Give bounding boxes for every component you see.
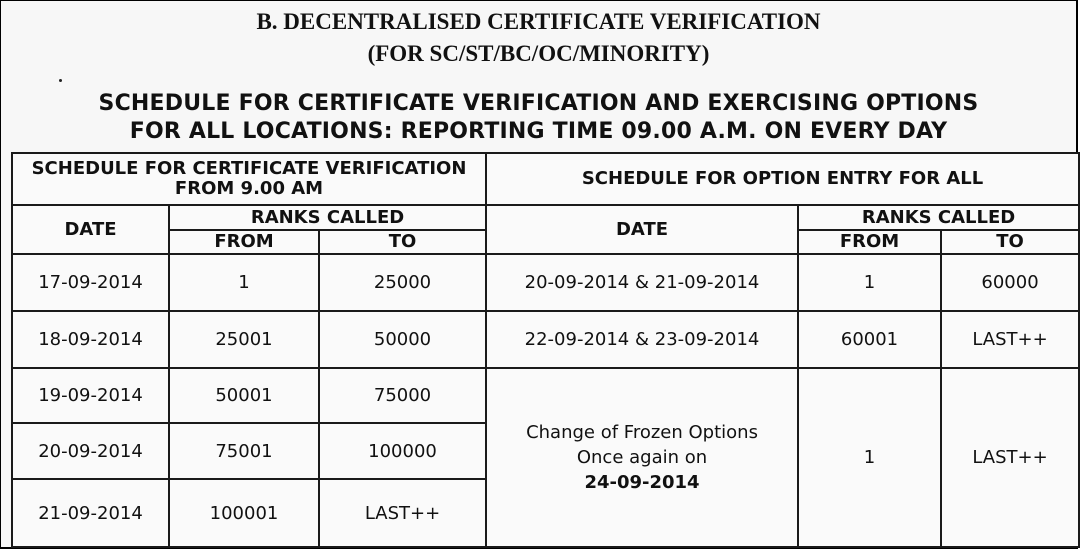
frozen-options-cell	[486, 368, 798, 547]
opt-to-cell: 60000	[941, 254, 1079, 311]
frozen-to-cell: LAST++	[941, 368, 1079, 547]
cv-date-cell: 21-09-2014	[12, 479, 169, 547]
cv-to-cell: LAST++	[319, 479, 486, 547]
schedule-title: SCHEDULE FOR CERTIFICATE VERIFICATION AND EXERCISING OPTIONS	[98, 91, 979, 116]
schedule-table	[11, 152, 1080, 548]
opt-to-cell: LAST++	[941, 311, 1079, 368]
frozen-options-line2: Once again on	[576, 447, 708, 468]
opt-to-header: TO	[941, 230, 1079, 254]
frozen-from-cell: 1	[798, 368, 941, 547]
cv-date-cell: 19-09-2014	[12, 368, 169, 423]
cv-date-header: DATE	[12, 205, 169, 254]
cv-to-header: TO	[319, 230, 486, 254]
cv-schedule-header: SCHEDULE FOR CERTIFICATE VERIFICATION FROM 9.00 AM	[12, 153, 486, 205]
frozen-options-line1: Change of Frozen Options	[526, 422, 758, 443]
opt-date-header: DATE	[486, 205, 798, 254]
cv-date-cell: 18-09-2014	[12, 311, 169, 368]
cv-to-cell: 25000	[319, 254, 486, 311]
table-row	[12, 311, 1079, 368]
stray-dot	[59, 79, 62, 82]
cv-ranks-called-header: RANKS CALLED	[169, 205, 486, 230]
opt-ranks-called-header: RANKS CALLED	[798, 205, 1079, 230]
opt-from-cell: 60001	[798, 311, 941, 368]
cv-to-cell: 50000	[319, 311, 486, 368]
schedule-subtitle: FOR ALL LOCATIONS: REPORTING TIME 09.00 A.M. ON EVERY DAY	[129, 119, 948, 144]
section-title: B. DECENTRALISED CERTIFICATE VERIFICATION	[256, 9, 821, 34]
opt-from-cell: 1	[798, 254, 941, 311]
column-header-row	[12, 205, 1079, 230]
cv-to-cell: 100000	[319, 423, 486, 479]
cv-date-cell: 20-09-2014	[12, 423, 169, 479]
opt-date-cell: 20-09-2014 & 21-09-2014	[486, 254, 798, 311]
section-subtitle: (FOR SC/ST/BC/OC/MINORITY)	[367, 41, 710, 66]
cv-from-cell: 50001	[169, 368, 319, 423]
option-schedule-header: SCHEDULE FOR OPTION ENTRY FOR ALL	[486, 153, 1079, 205]
table-row	[12, 254, 1079, 311]
opt-date-cell: 22-09-2014 & 23-09-2014	[486, 311, 798, 368]
table-row	[12, 368, 1079, 423]
cv-from-cell: 75001	[169, 423, 319, 479]
frozen-options-date: 24-09-2014	[584, 472, 700, 493]
cv-to-cell: 75000	[319, 368, 486, 423]
cv-from-cell: 1	[169, 254, 319, 311]
opt-from-header: FROM	[798, 230, 941, 254]
cv-date-cell: 17-09-2014	[12, 254, 169, 311]
table-header-row	[12, 153, 1079, 205]
cv-from-cell: 100001	[169, 479, 319, 547]
cv-from-cell: 25001	[169, 311, 319, 368]
cv-from-header: FROM	[169, 230, 319, 254]
